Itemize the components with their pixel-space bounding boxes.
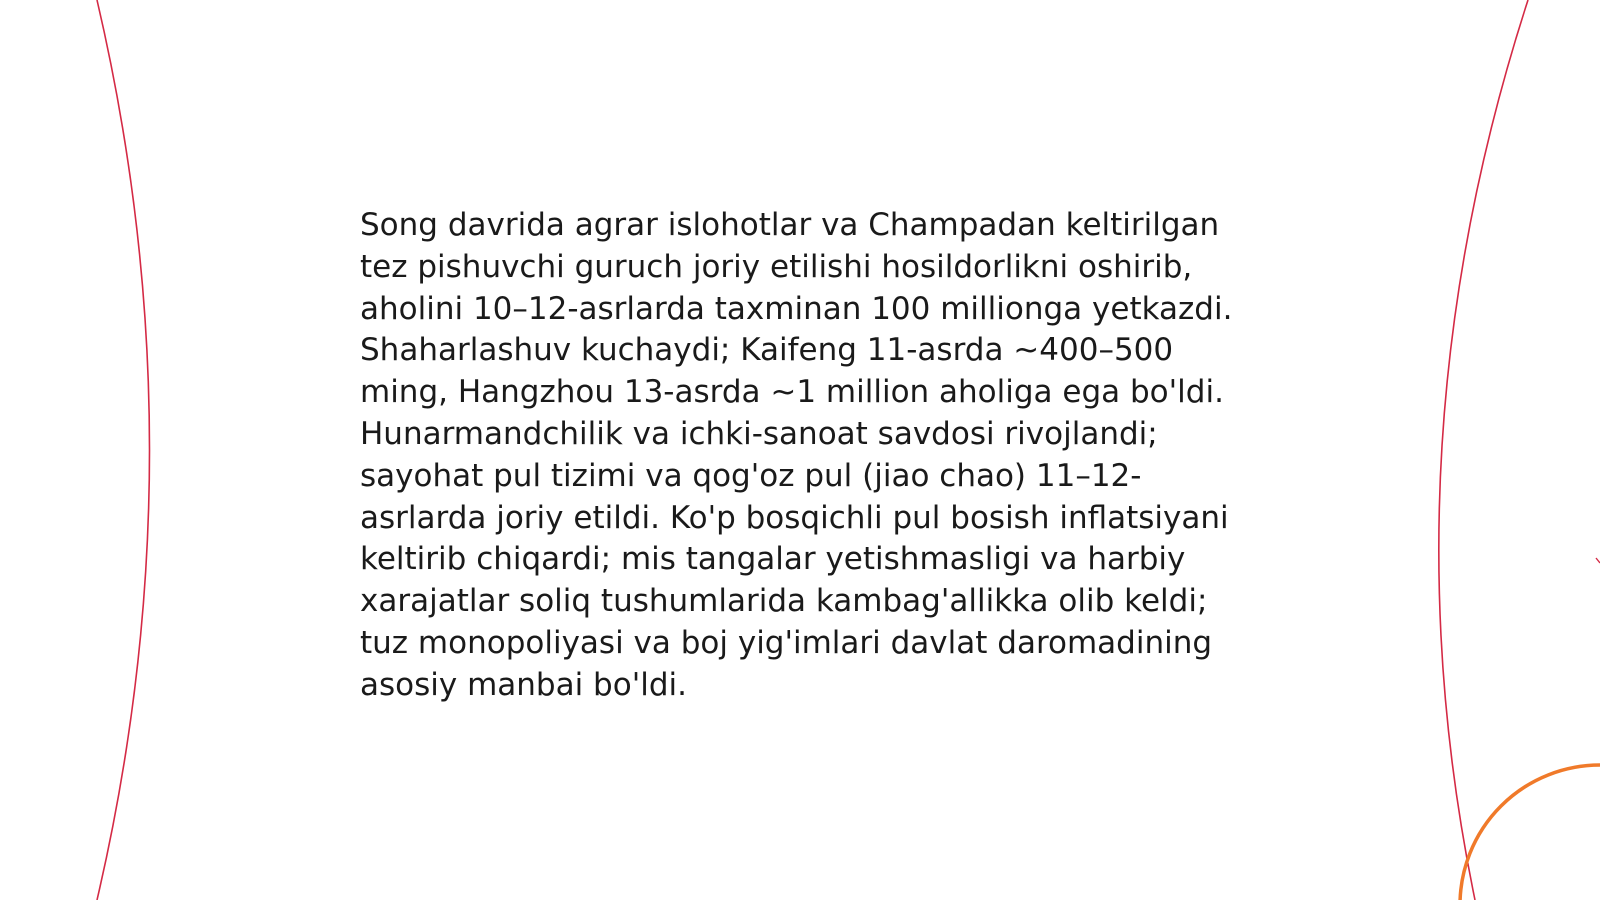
- small-mark-decoration: [1596, 558, 1600, 563]
- right-curve-decoration: [1439, 0, 1528, 900]
- body-paragraph: Song davrida agrar islohotlar va Champadan keltirilgan tez pishuvchi guruch joriy etilishi hosildorlikni oshirib, aholini 10–12-asrlarda taxminan 100 millionga yetkazdi. Shaharlashuv kuchaydi; Kaifeng 11-asrda ~400–500 ming, Hangzhou 13-asrda ~1 million aholiga ega bo'ldi. Hunarmandchilik va ichki-sanoat savdosi rivojlandi; sayohat pul tizimi va qog'oz pul (jiao chao) 11–12-asrlarda joriy etildi. Ko'p bosqichli pul bosish inflatsiyani keltirib chiqardi; mis tangalar yetishmasligi va harbiy xarajatlar soliq tushumlarida kambag'allikka olib keldi; tuz monopoliyasi va boj yig'imlari davlat daromadining asosiy manbai bo'ldi.: [360, 207, 1233, 703]
- corner-arc-decoration: [1460, 765, 1600, 900]
- left-curve-decoration: [97, 0, 150, 900]
